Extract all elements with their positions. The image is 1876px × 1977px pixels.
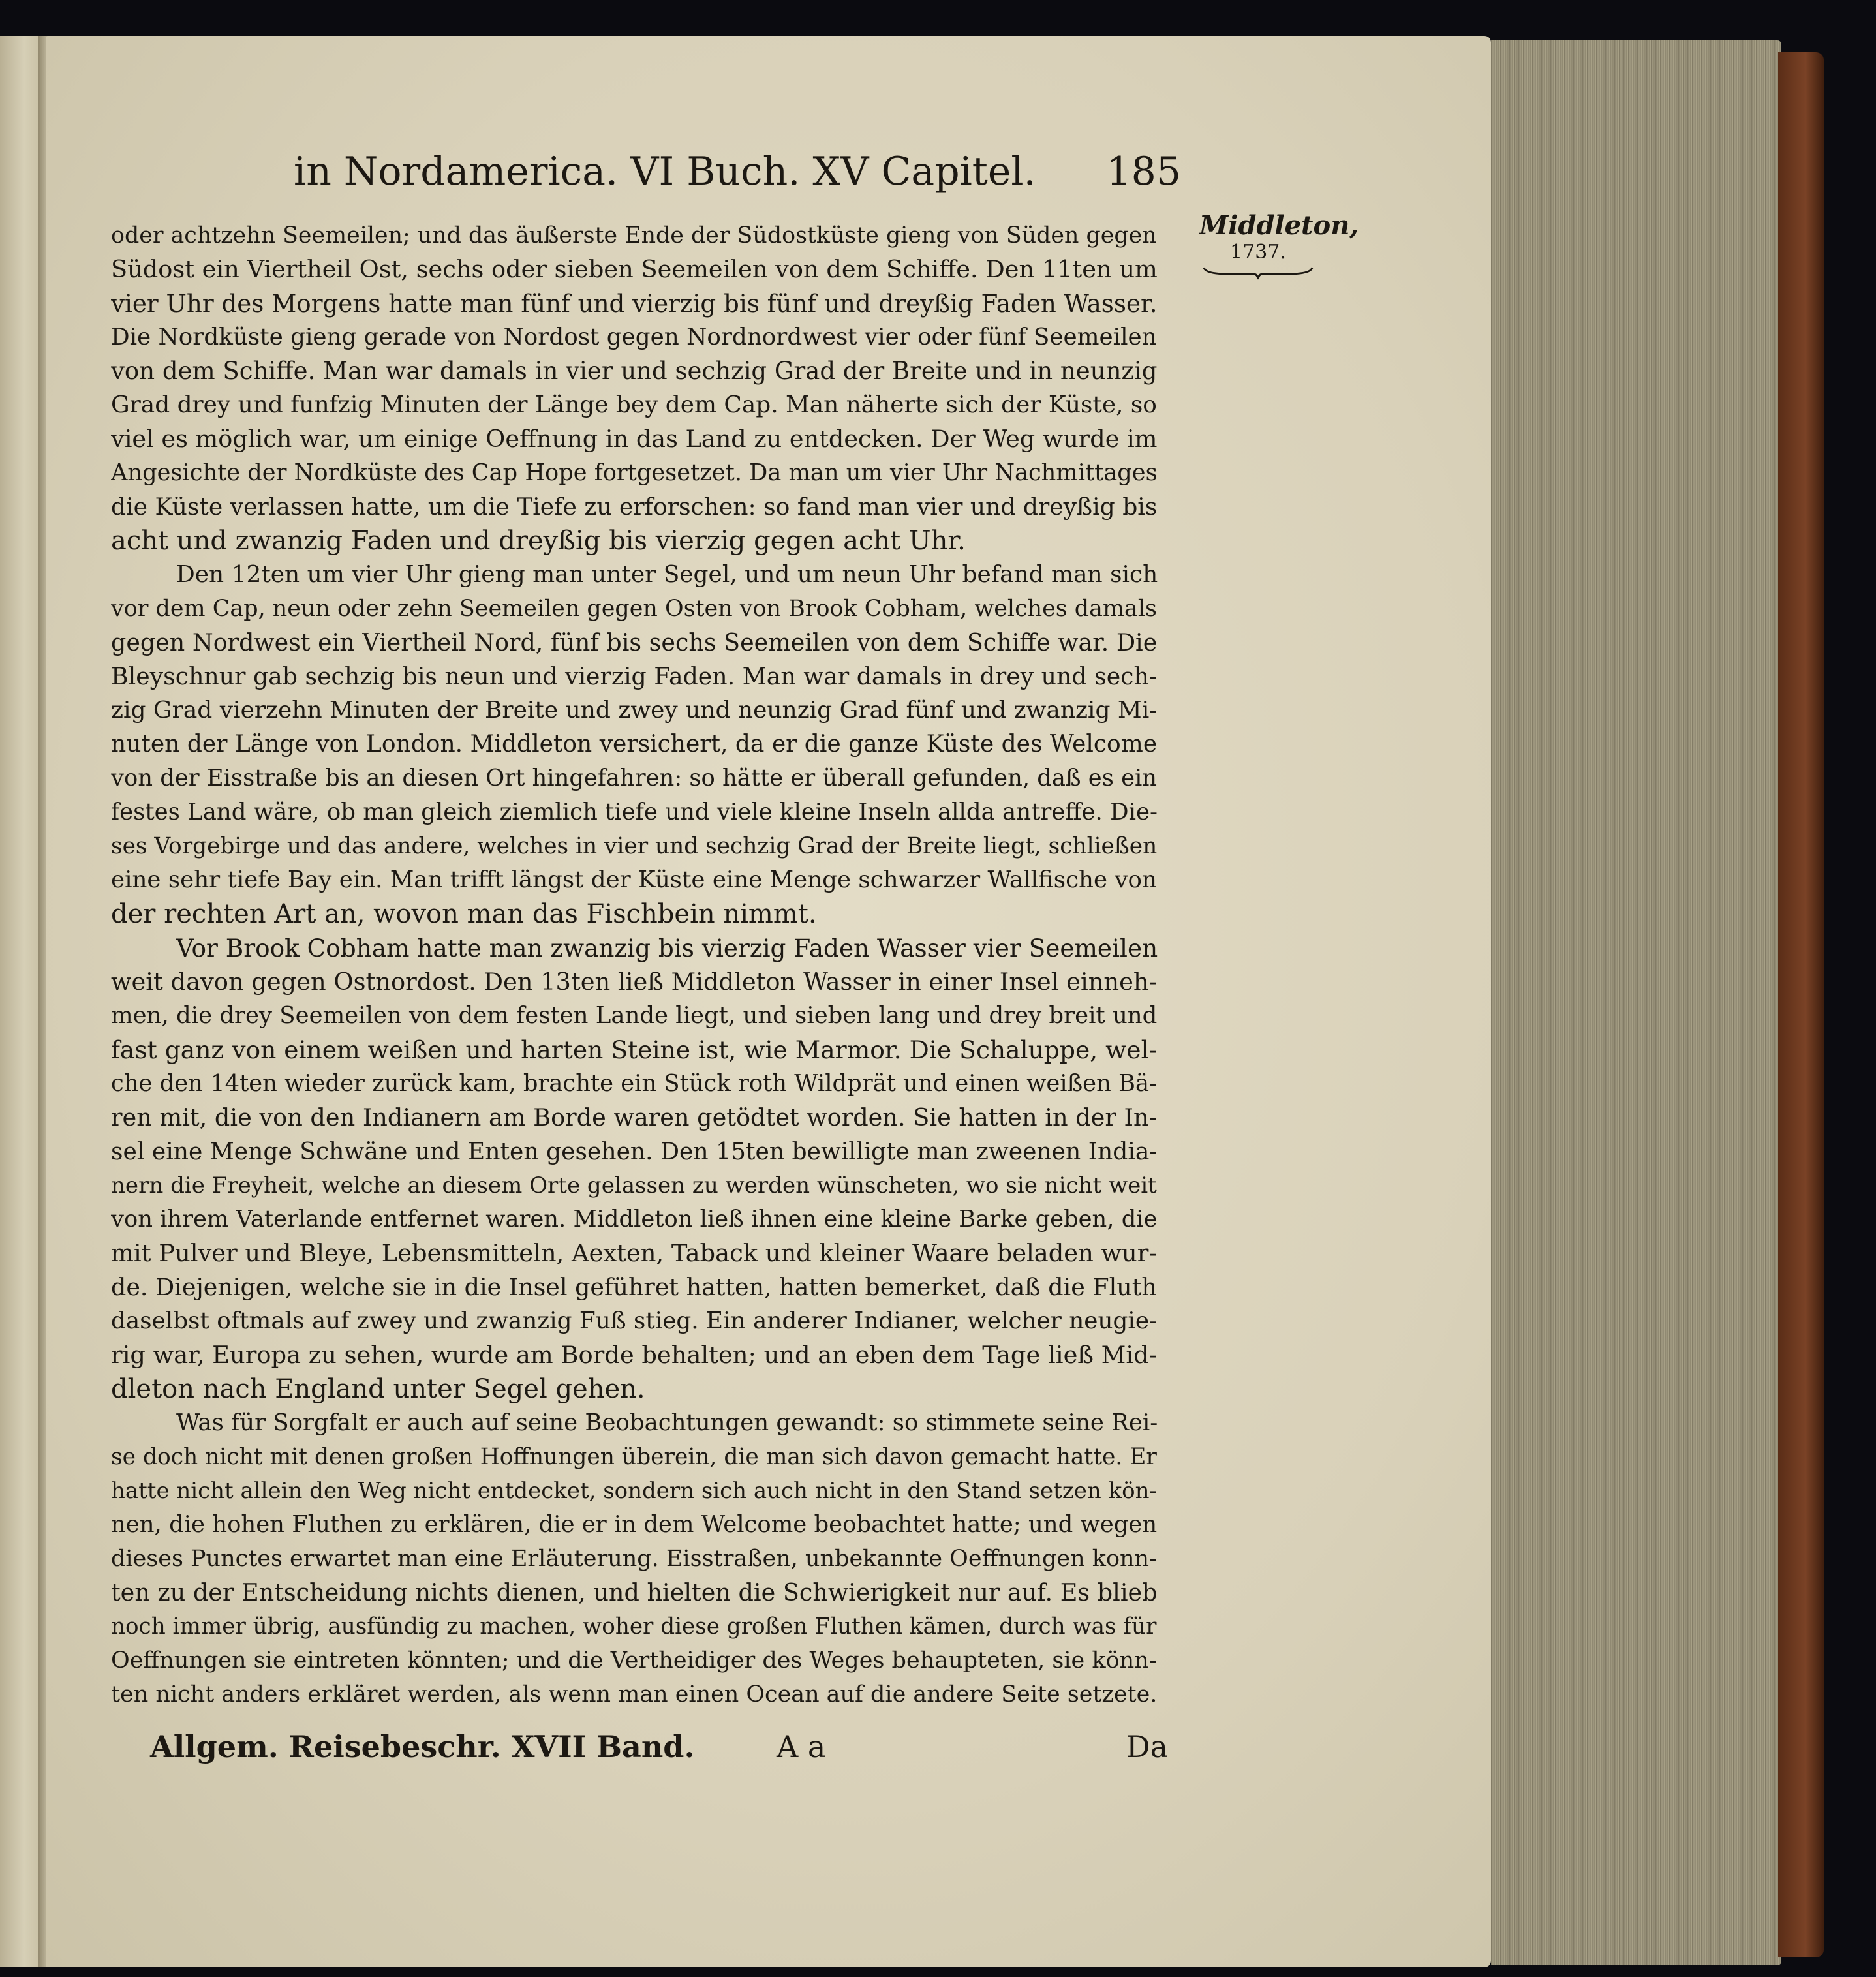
text-line: rig war, Europa zu sehen, wurde am Borde behalten; und an eben dem Tage ließ Mid- (111, 1341, 1158, 1369)
text-line: Den 12ten um vier Uhr gieng man unter Segel, und um neun Uhr befand man sich (176, 561, 1158, 588)
text-line: von der Eisstraße bis an diesen Ort hingefahren: so hätte er überall gefunden, daß es ein (111, 765, 1158, 791)
page-number: 185 (1106, 149, 1181, 194)
footer-catchword: Da (1126, 1729, 1168, 1764)
text-line: men, die drey Seemeilen von dem festen Lande liegt, und sieben lang und drey breit und (111, 1002, 1158, 1029)
text-line: mit Pulver und Bleye, Lebensmitteln, Aexten, Taback und kleiner Waare beladen wur- (111, 1239, 1157, 1267)
text-line: se doch nicht mit denen großen Hoffnungen überein, die man sich davon gemacht hatte. Er (111, 1444, 1157, 1470)
text-line: che den 14ten wieder zurück kam, brachte ein Stück roth Wildprät und einen weißen Bä- (111, 1070, 1157, 1097)
text-line: weit davon gegen Ostnordost. Den 13ten ließ Middleton Wasser in einer Insel einneh- (111, 968, 1158, 996)
text-line: hatte nicht allein den Weg nicht entdecket, sondern sich auch nicht in den Stand setzen kön- (111, 1478, 1157, 1504)
text-line: gegen Nordwest ein Viertheil Nord, fünf bis sechs Seemeilen von dem Schiffe war. Die (111, 628, 1158, 656)
margin-note-place: Middleton, (1199, 210, 1359, 241)
text-line: noch immer übrig, ausfündig zu machen, woher diese großen Fluthen kämen, durch was für (111, 1614, 1157, 1640)
text-line: eine sehr tiefe Bay ein. Man trifft längst der Küste eine Menge schwarzer Wallfische von (111, 866, 1157, 893)
text-line: Vor Brook Cobham hatte man zwanzig bis vierzig Faden Wasser vier Seemeilen (176, 934, 1158, 962)
text-line: nern die Freyheit, welche an diesem Orte gelassen zu werden wünscheten, wo sie nicht weit (111, 1172, 1157, 1199)
text-line: dleton nach England unter Segel gehen. (111, 1374, 645, 1404)
brace-icon (1203, 266, 1314, 281)
text-line: Südost ein Viertheil Ost, sechs oder sieben Seemeilen von dem Schiffe. Den 11ten um (111, 255, 1158, 283)
text-line: daselbst oftmals auf zwey und zwanzig Fuß stieg. Ein anderer Indianer, welcher neugie- (111, 1308, 1158, 1334)
text-line: viel es möglich war, um einige Oeffnung in das Land zu entdecken. Der Weg wurde im (111, 425, 1158, 453)
text-line: ten nicht anders erkläret werden, als wenn man einen Ocean auf die andere Seite setzete. (111, 1681, 1158, 1708)
text-line: dieses Punctes erwartet man eine Erläuterung. Eisstraßen, unbekannte Oeffnungen konn- (111, 1546, 1157, 1572)
text-line: Grad drey und funfzig Minuten der Länge bey dem Cap. Man näherte sich der Küste, so (111, 391, 1157, 418)
page-footer (150, 1729, 1168, 1768)
margin-note-year: 1737. (1230, 241, 1286, 264)
text-line: vor dem Cap, neun oder zehn Seemeilen gegen Osten von Brook Cobham, welches damals (111, 596, 1157, 622)
text-line: zig Grad vierzehn Minuten der Breite und zwey und neunzig Grad fünf und zwanzig Mi- (111, 697, 1158, 724)
text-line: festes Land wäre, ob man gleich ziemlich tiefe und viele kleine Inseln allda antreffe. Die- (111, 799, 1158, 825)
text-line: ten zu der Entscheidung nichts dienen, und hielten die Schwierigkeit nur auf. Es blieb (111, 1578, 1158, 1606)
text-line: Bleyschnur gab sechzig bis neun und vierzig Faden. Man war damals in drey und sech- (111, 662, 1158, 690)
text-line: fast ganz von einem weißen und harten Steine ist, wie Marmor. Die Schaluppe, wel- (111, 1035, 1158, 1064)
footer-sheet-mark: A a (777, 1729, 826, 1764)
text-line: von dem Schiffe. Man war damals in vier und sechzig Grad der Breite und in neunzig (111, 357, 1158, 385)
text-line: Was für Sorgfalt er auch auf seine Beobachtungen gewandt: so stimmete seine Rei- (176, 1409, 1158, 1436)
text-line: vier Uhr des Morgens hatte man fünf und vierzig bis fünf und dreyßig Faden Wasser. (111, 289, 1158, 318)
running-head (294, 149, 1181, 201)
running-title: in Nordamerica. VI Buch. XV Capitel. (294, 149, 1036, 194)
facing-page-edge (0, 36, 40, 1967)
margin-note (1199, 210, 1359, 281)
footer-signature: Allgem. Reisebeschr. XVII Band. (150, 1729, 695, 1764)
text-line: oder achtzehn Seemeilen; und das äußerste Ende der Südostküste gieng von Süden gegen (111, 222, 1157, 249)
page-stack-edge (1491, 40, 1781, 1965)
text-line: acht und zwanzig Faden und dreyßig bis vierzig gegen acht Uhr. (111, 526, 966, 556)
text-line: de. Diejenigen, welche sie in die Insel geführet hatten, hatten bemerket, daß die Fluth (111, 1273, 1157, 1301)
text-line: nen, die hohen Fluthen zu erklären, die er in dem Welcome beobachtet hatte; und wegen (111, 1511, 1158, 1538)
text-line: der rechten Art an, wovon man das Fischbein nimmt. (111, 899, 817, 929)
text-line: ren mit, die von den Indianern am Borde waren getödtet worden. Sie hatten in der In- (111, 1103, 1157, 1131)
text-line: Angesichte der Nordküste des Cap Hope fortgesetzet. Da man um vier Uhr Nachmittages (111, 459, 1158, 486)
text-line: von ihrem Vaterlande entfernet waren. Middleton ließ ihnen eine kleine Barke geben, die (111, 1206, 1158, 1233)
leather-cover (1778, 52, 1824, 1957)
text-line: ses Vorgebirge und das andere, welches in vier und sechzig Grad der Breite liegt, schließen (111, 833, 1158, 859)
text-line: nuten der Länge von London. Middleton versichert, da er die ganze Küste des Welcome (111, 731, 1158, 758)
text-line: Oeffnungen sie eintreten könnten; und die Vertheidiger des Weges behaupteten, sie könn- (111, 1648, 1157, 1674)
text-line: Die Nordküste gieng gerade von Nordost gegen Nordnordwest vier oder fünf Seemeilen (111, 324, 1157, 350)
text-line: sel eine Menge Schwäne und Enten gesehen. Den 15ten bewilligte man zweenen India- (111, 1138, 1158, 1165)
text-line: die Küste verlassen hatte, um die Tiefe zu erforschen: so fand man vier und dreyßig bis (111, 493, 1158, 521)
